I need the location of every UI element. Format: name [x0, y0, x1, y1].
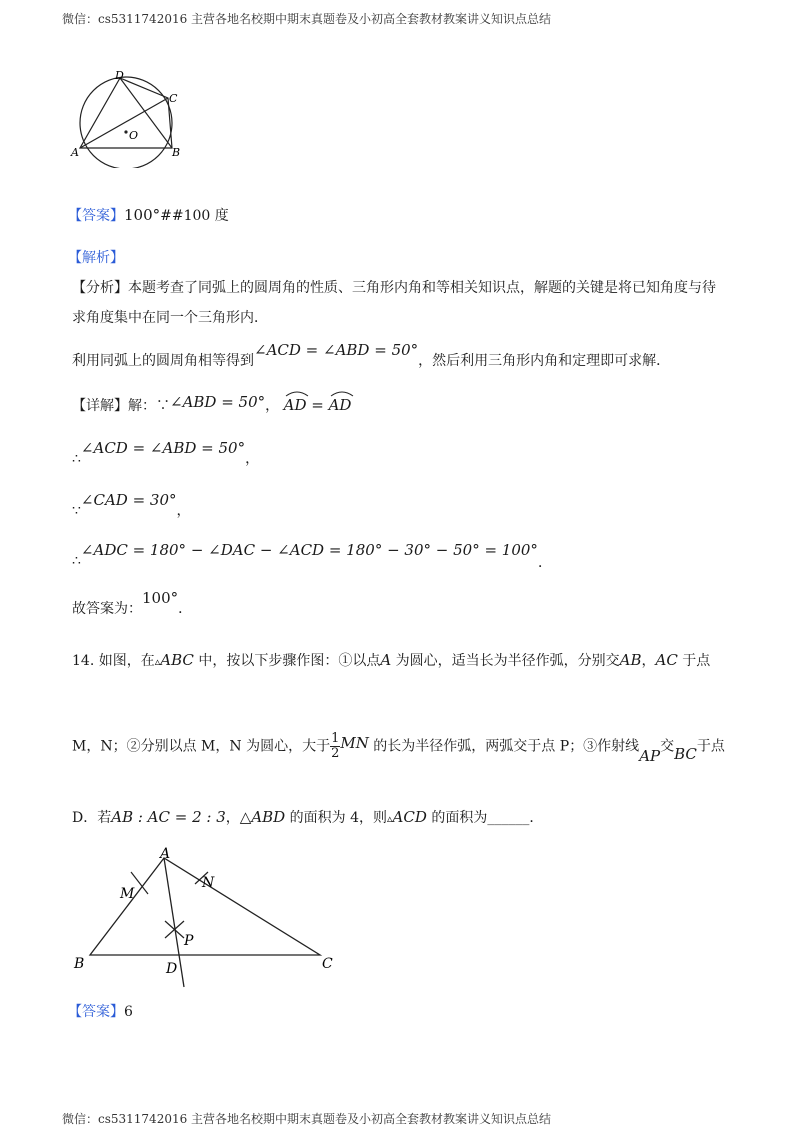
step-2-math: ∠CAD = 30° — [80, 491, 177, 509]
q14-bc: BC — [674, 744, 697, 763]
final-value: 100° — [142, 589, 179, 607]
fenxi-text-1: 本题考查了同弧上的圆周角的性质、三角形内角和等相关知识点，解题的关键是将已知角度与待 — [128, 280, 716, 296]
q14-text-3d: 的面积为______． — [426, 810, 544, 826]
label-b: B — [172, 146, 181, 159]
q14-text-2c: 的长为半径作弧，两弧交于点 — [368, 738, 556, 755]
therefore-sign: ∴ — [72, 451, 81, 467]
q14-point-p: P — [555, 738, 570, 755]
center-point-o — [124, 130, 127, 133]
final-prefix: 故答案为： — [72, 601, 142, 617]
q14-text-2e: 交 — [660, 738, 675, 755]
q14-answer-line — [68, 1002, 133, 1022]
figure-triangle-bisector — [68, 842, 348, 992]
q14-mn: MN — [340, 733, 369, 752]
fenxi-tag: 【分析】 — [72, 280, 128, 296]
q13-answer-line — [68, 205, 229, 226]
page-header: 微信：cs5311742016 主营各地名校期中期末真题卷及小初高全套教材教案讲义知识点总结 — [62, 12, 552, 26]
label-d2: D — [166, 961, 178, 977]
label-o: O — [129, 129, 139, 142]
step-1-end: ， — [245, 451, 260, 467]
q14-text-2f: 于点 — [696, 738, 725, 755]
fenxi-line-3 — [72, 341, 671, 371]
q14-line-1 — [72, 650, 710, 672]
answer-value: 100° — [124, 206, 161, 224]
q14-text-3a: D．若 — [72, 810, 112, 826]
fenxi-line-2: 求角度集中在同一个三角形内． — [72, 310, 268, 326]
q14-abd: △ABD — [239, 808, 286, 826]
answer-tag: 【答案】 — [68, 208, 124, 224]
final-end: ． — [178, 601, 193, 617]
q14-line-3 — [72, 807, 543, 829]
detail-sep: ， — [265, 398, 280, 414]
q14-ratio: AB : AC = 2 : 3 — [111, 808, 226, 826]
detail-math-1: ∠ABD = 50° — [170, 393, 266, 411]
q14-text-2d: ；③作射线 — [569, 738, 640, 755]
detail-tag: 【详解】 — [72, 398, 128, 414]
detail-line — [72, 395, 351, 416]
q14-text-1c: 为圆心，适当长为半径作弧，分别交 — [391, 653, 620, 669]
label-c: C — [169, 92, 178, 105]
detail-lead: 解：∵ — [128, 398, 170, 414]
final-answer-line — [72, 589, 193, 619]
q14-text-1a: 14. 如图，在 — [72, 653, 155, 669]
fenxi-text-3b: ，然后利用三角形内角和定理即可求解． — [418, 353, 671, 369]
because-sign: ∵ — [72, 503, 81, 519]
q14-triangle-sign-2: ▵ — [387, 812, 393, 825]
q14-points-mn: M，N — [196, 738, 247, 755]
step-3-end: ． — [537, 555, 552, 571]
q14-text-3c: 的面积为 4，则 — [285, 810, 388, 826]
step-2-end: ， — [176, 503, 191, 519]
analysis-tag: 【解析】 — [68, 250, 124, 266]
q14-comma: ， — [641, 653, 656, 669]
quadrilateral-abcd — [80, 78, 172, 148]
q14-ac: AC — [655, 651, 678, 669]
figure-circle-quadrilateral — [68, 68, 188, 168]
step-3-math: ∠ADC = 180° − ∠DAC − ∠ACD = 180° − 30° − 50° = 100° — [80, 541, 538, 559]
label-m: M — [120, 886, 135, 902]
q14-ap: AP — [639, 746, 661, 765]
label-n: N — [202, 875, 215, 891]
label-b2: B — [74, 956, 85, 972]
arc-equals: = — [306, 396, 329, 414]
q14-triangle-sign: ▵ — [154, 655, 161, 668]
label-d: D — [115, 69, 124, 82]
arc-ad-2: AD — [329, 395, 352, 415]
fenxi-line-1 — [72, 278, 716, 298]
step-1-math: ∠ACD = ∠ABD = 50° — [80, 439, 246, 457]
page-footer: 微信：cs5311742016 主营各地名校期中期末真题卷及小初高全套教材教案讲义知识点总结 — [62, 1112, 552, 1126]
q14-text-2b: 为圆心，大于 — [246, 738, 331, 755]
fenxi-text-3a: 利用同弧上的圆周角相等得到 — [72, 353, 254, 369]
q14-text-2a: M，N；②分别以点 — [72, 738, 197, 755]
q14-text-1d: 于点 — [677, 653, 711, 669]
fraction-half: $\frac{1}{2}$ — [331, 731, 340, 761]
q14-text-3b: ， — [225, 810, 240, 826]
arc-ad-1: AD — [284, 395, 307, 415]
q14-acd: ACD — [392, 808, 427, 826]
q14-point-a: A — [380, 651, 392, 669]
label-c2: C — [322, 956, 333, 972]
q14-answer-value: 6 — [124, 1004, 133, 1020]
q14-ab: AB — [619, 651, 642, 669]
step-3 — [72, 540, 552, 571]
q14-text-1b: 中，按以下步骤作图：①以点 — [193, 653, 381, 669]
answer-alt: ##100 度 — [160, 208, 229, 224]
step-2 — [72, 490, 191, 519]
label-a: A — [71, 146, 79, 159]
step-1 — [72, 438, 260, 467]
therefore-sign-2: ∴ — [72, 553, 81, 569]
q14-answer-tag: 【答案】 — [68, 1004, 124, 1020]
label-p: P — [184, 933, 194, 949]
q14-line-2 — [72, 731, 725, 765]
q14-abc: ABC — [160, 651, 194, 669]
segment-ac — [80, 98, 168, 148]
triangle-abc — [90, 858, 320, 955]
label-a2: A — [160, 846, 171, 862]
fenxi-equation: ∠ACD = ∠ABD = 50° — [254, 341, 419, 359]
